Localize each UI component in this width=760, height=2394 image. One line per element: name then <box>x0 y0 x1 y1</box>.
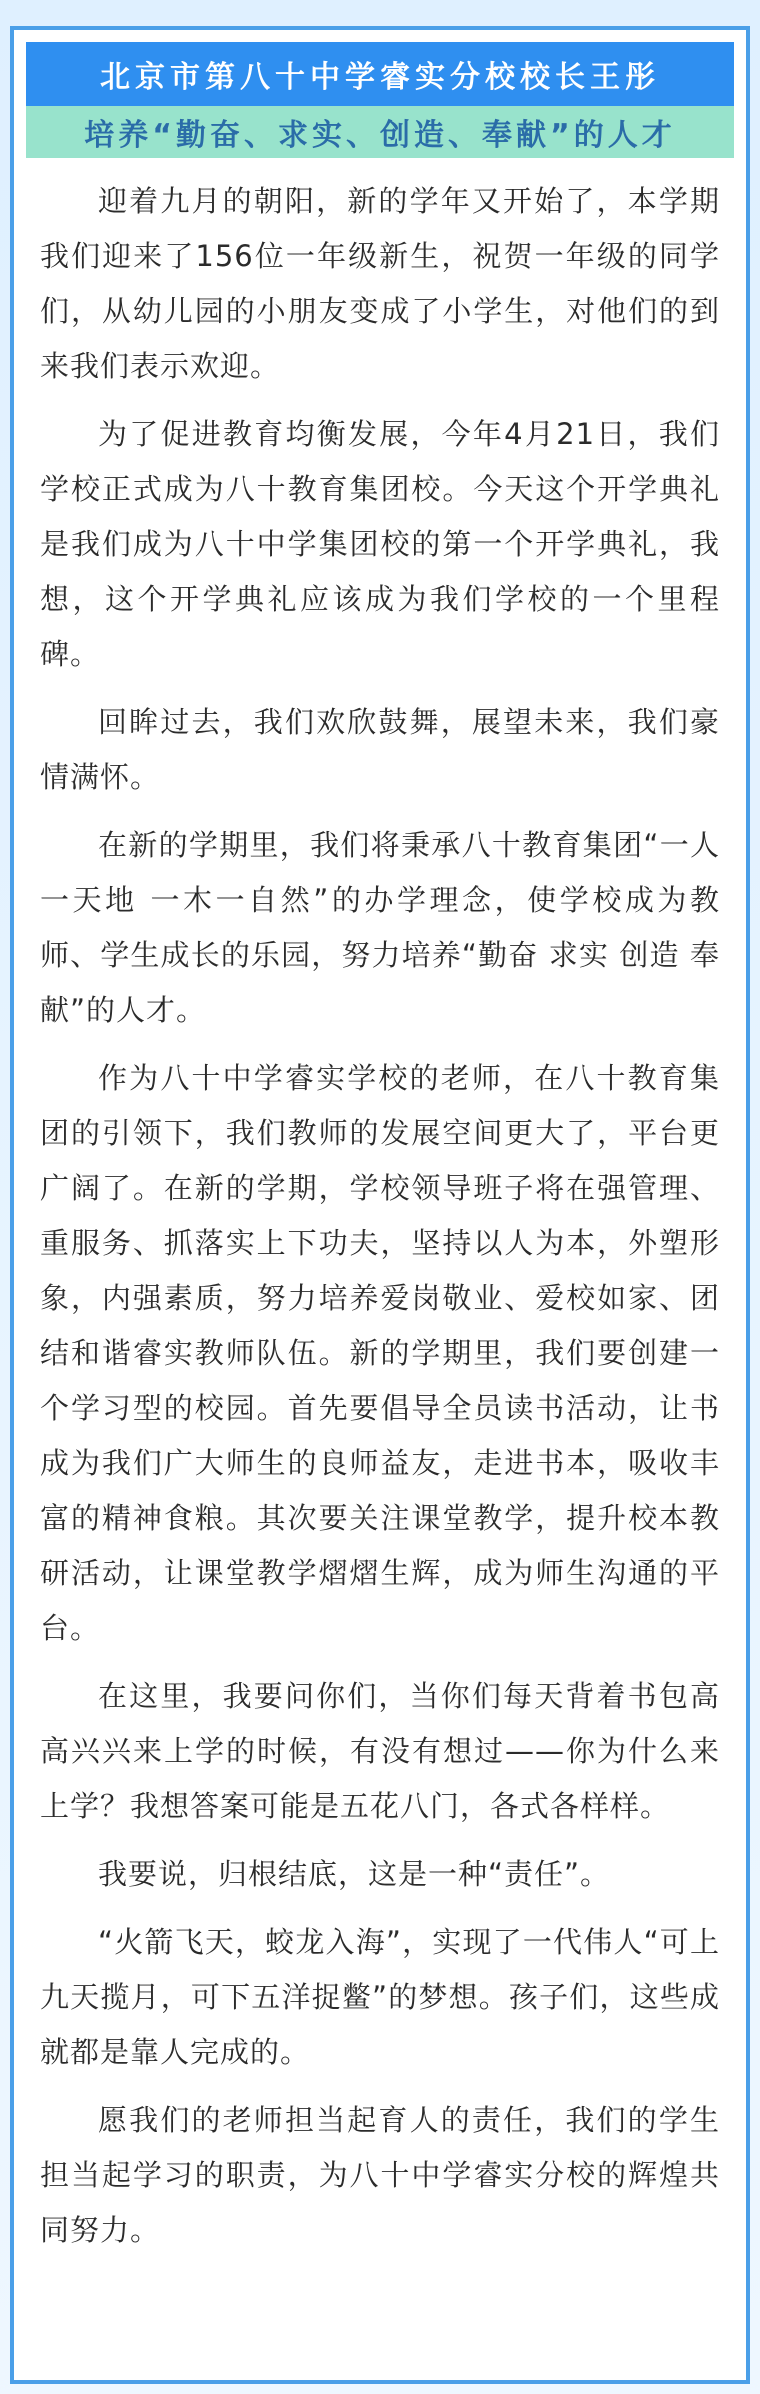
paragraph: 迎着九月的朝阳，新的学年又开始了，本学期我们迎来了156位一年级新生，祝贺一年级的同学们，从幼儿园的小朋友变成了小学生，对他们的到来我们表示欢迎。 <box>40 184 720 383</box>
paragraph: 我要说，归根结底，这是一种“责任”。 <box>98 1857 611 1891</box>
paragraph: 在新的学期里，我们将秉承八十教育集团“一人一天地 一木一自然”的办学理念，使学校成为教师、学生成长的乐园，努力培养“勤奋 求实 创造 奉献”的人才。 <box>40 828 720 1027</box>
subtitle-banner <box>26 106 734 158</box>
paragraph: 愿我们的老师担当起育人的责任，我们的学生担当起学习的职责，为八十中学睿实分校的辉煌共同努力。 <box>40 2103 720 2247</box>
article-frame <box>10 26 750 2384</box>
paragraph: 在这里，我要问你们，当你们每天背着书包高高兴兴来上学的时候，有没有想过——你为什么来上学？我想答案可能是五花八门，各式各样样。 <box>40 1679 720 1823</box>
paragraph: 作为八十中学睿实学校的老师，在八十教育集团的引领下，我们教师的发展空间更大了，平台更广阔了。在新的学期，学校领导班子将在强管理、重服务、抓落实上下功夫，坚持以人为本，外塑形象，内强素质，努力培养爱岗敬业、爱校如家、团结和谐睿实教师队伍。新的学期里，我们要创建一个学习型的校园。首先要倡导全员读书活动，让书成为我们广大师生的良师益友，走进书本，吸收丰富的精神食粮。其次要关注课堂教学，提升校本教研活动，让课堂教学熠熠生辉，成为师生沟通的平台。 <box>40 1061 720 1645</box>
page-subtitle: 培养“勤奋、求实、创造、奉献”的人才 <box>84 118 676 153</box>
paragraph: “火箭飞天，蛟龙入海”，实现了一代伟人“可上九天揽月，可下五洋捉鳖”的梦想。孩子们，这些成就都是靠人完成的。 <box>40 1925 720 2069</box>
title-banner <box>26 42 734 106</box>
article-body <box>26 174 734 2258</box>
paragraph: 为了促进教育均衡发展，今年4月21日，我们学校正式成为八十教育集团校。今天这个开学典礼是我们成为八十中学集团校的第一个开学典礼，我想，这个开学典礼应该成为我们学校的一个里程碑。 <box>40 417 720 671</box>
page-title: 北京市第八十中学睿实分校校长王彤 <box>100 60 660 95</box>
paragraph: 回眸过去，我们欢欣鼓舞，展望未来，我们豪情满怀。 <box>40 705 720 794</box>
